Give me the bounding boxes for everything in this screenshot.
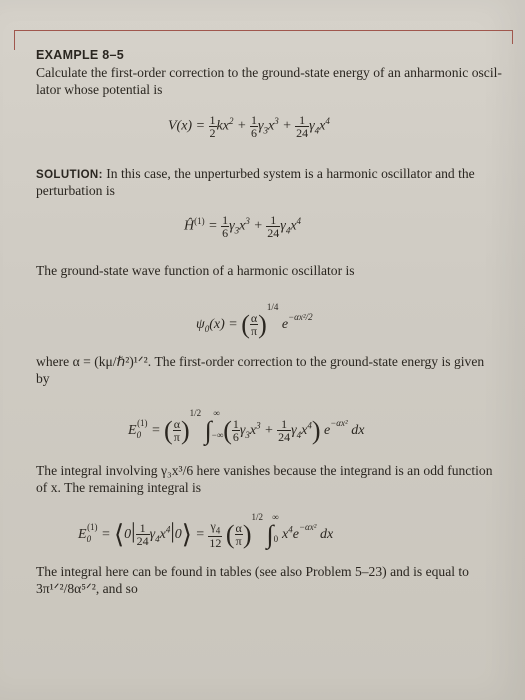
- table-line-2: 3π¹ᐟ²/8α⁵ᐟ², and so: [36, 581, 138, 596]
- odd-function-line-1: The integral involving γ₃x³/6 here vanishes because the integrand is an odd function: [36, 463, 493, 478]
- remaining-integral-equation: $E_0^{(1)}$ = ⟨0| $\frac{1}{24}$ $\gamma_4x^4|0⟩$ = $\frac{\gamma_4}{12}$ ( $\frac{\alpha}{\pi}$ )$^{1/2}$ $\int_0^\infty$ $x^4e^{-\alpha x^2}$ dx: [78, 512, 334, 551]
- wavefunction-equation: $\psi_0(x)$ = ( $\frac{\alpha}{\pi}$ )$^{1/4}$ $e^{-\alpha x^2/2}$: [196, 302, 313, 339]
- perturbation-equation: $Ĥ^{(1)}$ = $\frac{1}{6}$ $\gamma_3x^3$ + $\frac{1}{24}$ $\gamma_4x^4$: [184, 213, 302, 240]
- header-rule-right: [512, 30, 513, 44]
- odd-function-line-2: of x. The remaining integral is: [36, 480, 202, 495]
- solution-line-2: perturbation is: [36, 183, 115, 198]
- wavefunction-intro: The ground-state wave function of a harmonic oscillator is: [36, 263, 355, 278]
- header-rule-left: [14, 30, 15, 50]
- problem-line-1: Calculate the first-order correction to the ground-state energy of an anharmonic oscil-: [36, 65, 502, 80]
- solution-label: SOLUTION:: [36, 169, 103, 181]
- table-line-1: The integral here can be found in tables (see also Problem 5–23) and is equal to: [36, 564, 469, 579]
- example-title: EXAMPLE 8–5: [36, 48, 125, 62]
- solution-text-1: In this case, the unperturbed system is a harmonic oscillator and the: [102, 166, 475, 181]
- alpha-line-2: by: [36, 371, 50, 386]
- alpha-line-1: where α = (kμ/ℏ²)¹ᐟ². The first-order correction to the ground-state energy is given: [36, 354, 485, 369]
- potential-equation: V(x) = $\frac{1}{2}$ $kx^2$ + $\frac{1}{6}$ $\gamma_3x^3$ + $\frac{1}{24}$ $\gamma_4x^4$: [168, 113, 330, 140]
- problem-line-2: lator whose potential is: [36, 82, 163, 97]
- first-order-integral-equation: $E_0^{(1)}$ = ( $\frac{\alpha}{\pi}$ )$^{1/2}$ $\int_{-\infty}^\infty$ ( $\frac{1}{6}$ $\gamma_3x^3$ + $\frac{1}{24}$ $\gamma_4x^4$) $e^{-\alpha x^2}$ dx: [128, 408, 365, 445]
- header-rule: [14, 30, 513, 31]
